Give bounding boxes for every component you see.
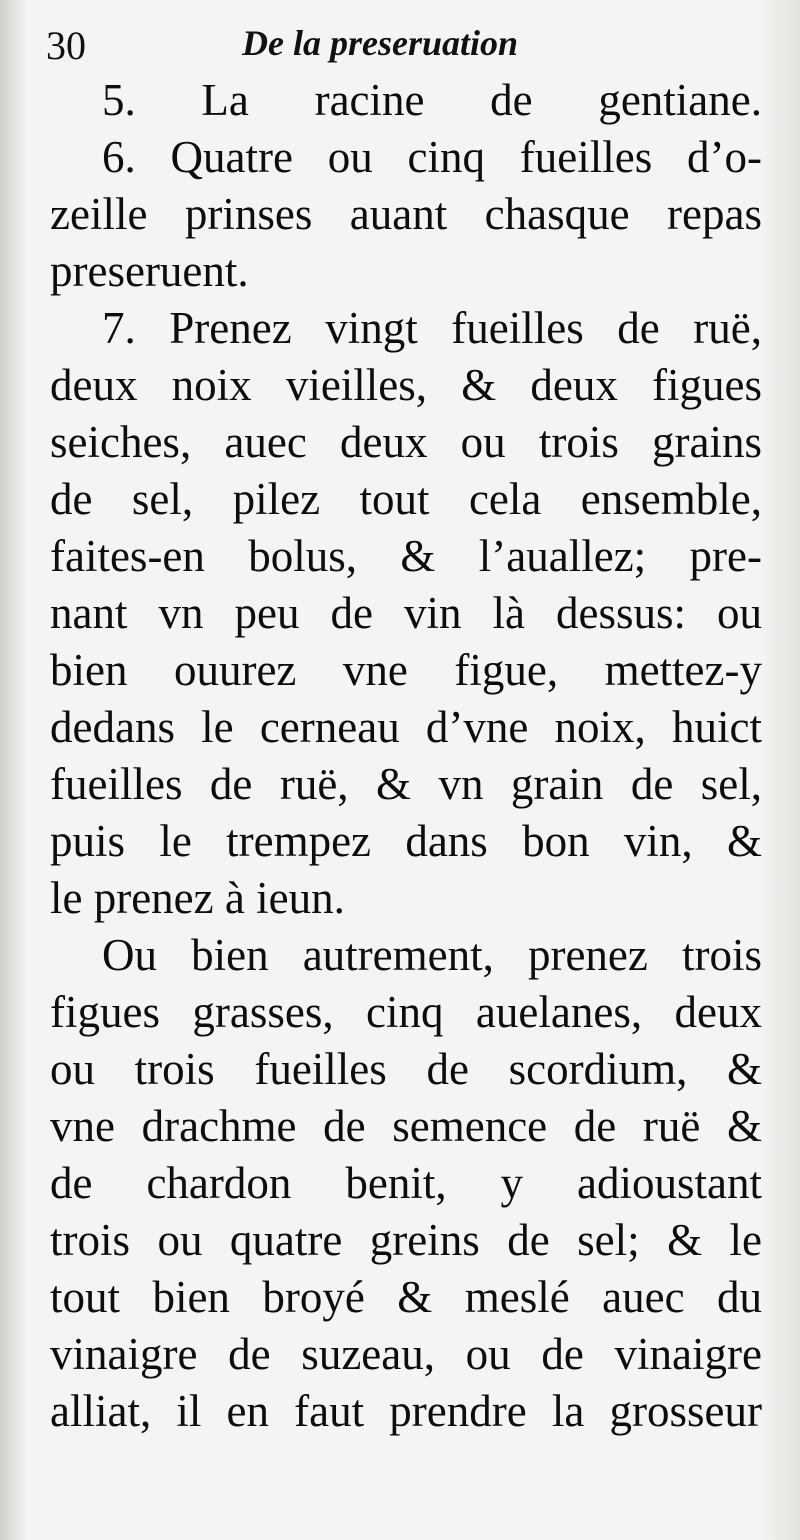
text-line: de chardon benit, y adioustant xyxy=(50,1158,762,1208)
text-line: vne drachme de semence de ruë & xyxy=(50,1101,762,1151)
text-line: ou trois fueilles de scordium, & xyxy=(50,1044,762,1094)
text-line: vinaigre de suzeau, ou de vinaigre xyxy=(50,1329,762,1379)
text-line: figues grasses, cinq auelanes, deux xyxy=(50,987,762,1037)
body-text xyxy=(50,72,762,1440)
text-line: 6. Quatre ou cinq fueilles d’o- xyxy=(102,132,762,182)
text-line: bien ouurez vne figue, mettez-y xyxy=(50,645,762,695)
text-line: Ou bien autrement, prenez trois xyxy=(102,930,762,980)
text-line: zeille prinses auant chasque repas xyxy=(50,189,762,239)
text-line: faites-en bolus, & l’auallez; pre- xyxy=(50,531,762,581)
text-line: 7. Prenez vingt fueilles de ruë, xyxy=(102,303,762,353)
page-header xyxy=(40,22,770,72)
text-line: nant vn peu de vin là dessus: ou xyxy=(50,588,762,638)
text-line: le prenez à ieun. xyxy=(50,873,345,923)
text-line: 5. La racine de gentiane. xyxy=(102,75,762,125)
text-line: seiches, auec deux ou trois grains xyxy=(50,417,762,467)
text-line: de sel, pilez tout cela ensemble, xyxy=(50,474,762,524)
page-number: 30 xyxy=(46,23,86,68)
text-line: alliat, il en faut prendre la grosseur xyxy=(50,1386,762,1436)
text-line: puis le trempez dans bon vin, & xyxy=(50,816,762,866)
gutter-shadow xyxy=(0,0,28,1540)
page-edge-shadow xyxy=(760,0,800,1540)
text-line: deux noix vieilles, & deux figues xyxy=(50,360,762,410)
running-title: De la preseruation xyxy=(242,23,519,63)
text-line: trois ou quatre greins de sel; & le xyxy=(50,1215,762,1265)
text-line: dedans le cerneau d’vne noix, huict xyxy=(50,702,762,752)
text-line: preseruent. xyxy=(50,246,249,296)
text-line: tout bien broyé & meslé auec du xyxy=(50,1272,762,1322)
text-line: fueilles de ruë, & vn grain de sel, xyxy=(50,759,762,809)
